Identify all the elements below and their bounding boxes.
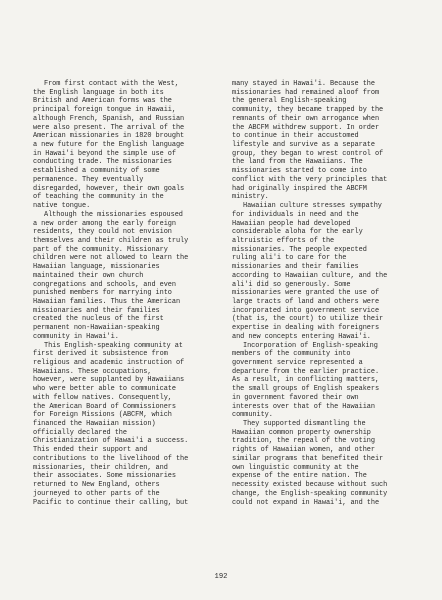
- paragraph: Although the missionaries espoused a new order among the early foreign residents, they could not envision themselves and their children as truly part of the community. Missionary children were not allowed to learn the Hawaiian language, missionaries maintained their own church congregations and schools, and even punished members for marrying into Hawaiian families. Thus the American missionaries and their families created the nucleus of the first permanent non-Hawaiian-speaking community in Hawai'i.: [33, 210, 189, 341]
- paragraph: They supported dismantling the Hawaiian common property ownership tradition, the repeal of the voting rights of Hawaiian women, and other similar programs that benefited their own linguistic community at the expense of the entire nation. The necessity existed because without such change, the English-speaking community could not expand in Hawai'i, and the: [232, 420, 388, 507]
- paragraph: Incorporation of English-speaking members of the community into government service represented a departure from the earlier practice. As a result, in conflicting matters, the small groups of English speakers in government favored their own interests over that of the Hawaiian community.: [232, 341, 380, 420]
- left-column: [33, 80, 223, 507]
- right-column: [232, 80, 418, 507]
- paragraph: This English-speaking community at first derived it subsistence from religious and academic instruction of Hawaiians. These occupations, however, were supplanted by Hawaiians who were better able to communicate with fellow natives. Consequently, the American Board of Commissioners for Foreign Missions (ABCFM, which financed the Hawaiian mission) officially declared the Christianization of Hawai'i a success. This ended their support and contributions to the livelihood of the missionaries, their children, and their associates. Some missionaries returned to New England, others journeyed to other parts of the Pacific to continue their calling, but: [33, 341, 189, 507]
- paragraph: Hawaiian culture stresses sympathy for individuals in need and the Hawaiian people had developed considerable aloha for the early altruistic efforts of the missionaries. The people expected ruling ali'i to care for the missionaries and their families according to Hawaiian culture, and the ali'i did so generously. Some missionaries were granted the use of large tracts of land and others were incorporated into government service (that is, the court) to utilize their expertise in dealing with foreigners and new concepts entering Hawai'i.: [232, 202, 388, 341]
- page-number: 192: [214, 573, 228, 581]
- paragraph: From first contact with the West, the English language in both its British and American forms was the principal foreign tongue in Hawaii, although French, Spanish, and Russian were also present. The arrival of the American missionaries in 1820 brought a new future for the English language in Hawai'i beyond the simple use of conducting trade. The missionaries established a community of some permanence. They eventually disregarded, however, their own goals of teaching the community in the native tongue.: [33, 80, 185, 211]
- paragraph: many stayed in Hawai'i. Because the missionaries had remained aloof from the general English-speaking community, they became trapped by the remnants of their own arrogance when the ABCFM withdrew support. In order to continue in their accustomed lifestyle and survive as a separate group, they began to wrest control of the land from the Hawaiians. The missionaries started to come into conflict with the very principles that had originally inspired the ABCFM ministry.: [232, 80, 388, 202]
